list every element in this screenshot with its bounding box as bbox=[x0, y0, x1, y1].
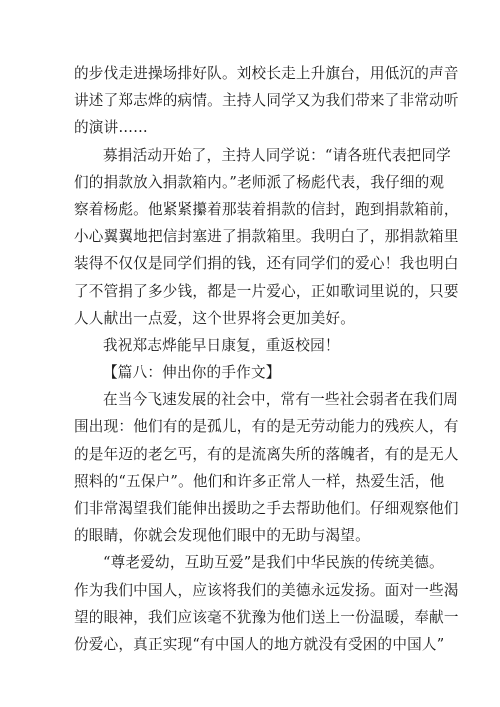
paragraph-start-line: 在当今飞速发展的社会中，常有一些社会弱者在我们周 bbox=[103, 391, 459, 409]
text-line: 照料的“五保户”。他们和许多正常人一样，热爱生活，他 bbox=[74, 472, 445, 490]
text-line: 的眼睛，你就会发现他们眼中的无助与渴望。 bbox=[74, 527, 370, 545]
text-line: 察着杨彪。他紧紧攥着那装着捐款的信封，跑到捐款箱前， bbox=[74, 200, 459, 218]
paragraph-start-line: “尊老爱幼，互助互爱”是我们中华民族的传统美德。 bbox=[103, 554, 444, 572]
section-heading: 【篇八：伸出你的手作文】 bbox=[103, 364, 281, 382]
text-line: 了不管捐了多少钱，都是一片爱心，正如歌词里说的，只要 bbox=[74, 282, 459, 300]
text-line: 的演讲…… bbox=[74, 119, 148, 137]
text-line: 讲述了郑志烨的病情。主持人同学又为我们带来了非常动听 bbox=[74, 92, 459, 110]
text-line: 份爱心，真正实现“有中国人的地方就没有受困的中国人” bbox=[74, 635, 445, 653]
paragraph-start-line: 我祝郑志烨能早日康复，重返校园！ bbox=[103, 336, 340, 354]
text-line: 小心翼翼地把信封塞进了捐款箱里。我明白了，那捐款箱里 bbox=[74, 228, 459, 246]
text-line: 围出现：他们有的是孤儿，有的是无劳动能力的残疾人，有 bbox=[74, 418, 459, 436]
text-line: 们的捐款放入捐款箱内。”老师派了杨彪代表，我仔细的观 bbox=[74, 173, 445, 191]
essay-text bbox=[74, 60, 459, 658]
text-line: 装得不仅仅是同学们捐的钱，还有同学们的爱心！我也明白 bbox=[74, 255, 459, 273]
text-line: 作为我们中国人，应该将我们的美德永远发扬。面对一些渴 bbox=[74, 581, 459, 599]
text-line: 人人献出一点爱，这个世界将会更加美好。 bbox=[74, 309, 356, 327]
text-line: 的是年迈的老乞丐，有的是流离失所的落魄者，有的是无人 bbox=[74, 445, 459, 463]
text-line: 望的眼神，我们应该毫不犹豫为他们送上一份温暖，奉献一 bbox=[74, 608, 459, 626]
text-line: 的步伐走进操场排好队。刘校长走上升旗台，用低沉的声音 bbox=[74, 65, 459, 82]
paragraph-start-line: 募捐活动开始了，主持人同学说：“请各班代表把同学 bbox=[103, 146, 451, 164]
text-line: 们非常渴望我们能伸出援助之手去帮助他们。仔细观察他们 bbox=[74, 500, 459, 517]
